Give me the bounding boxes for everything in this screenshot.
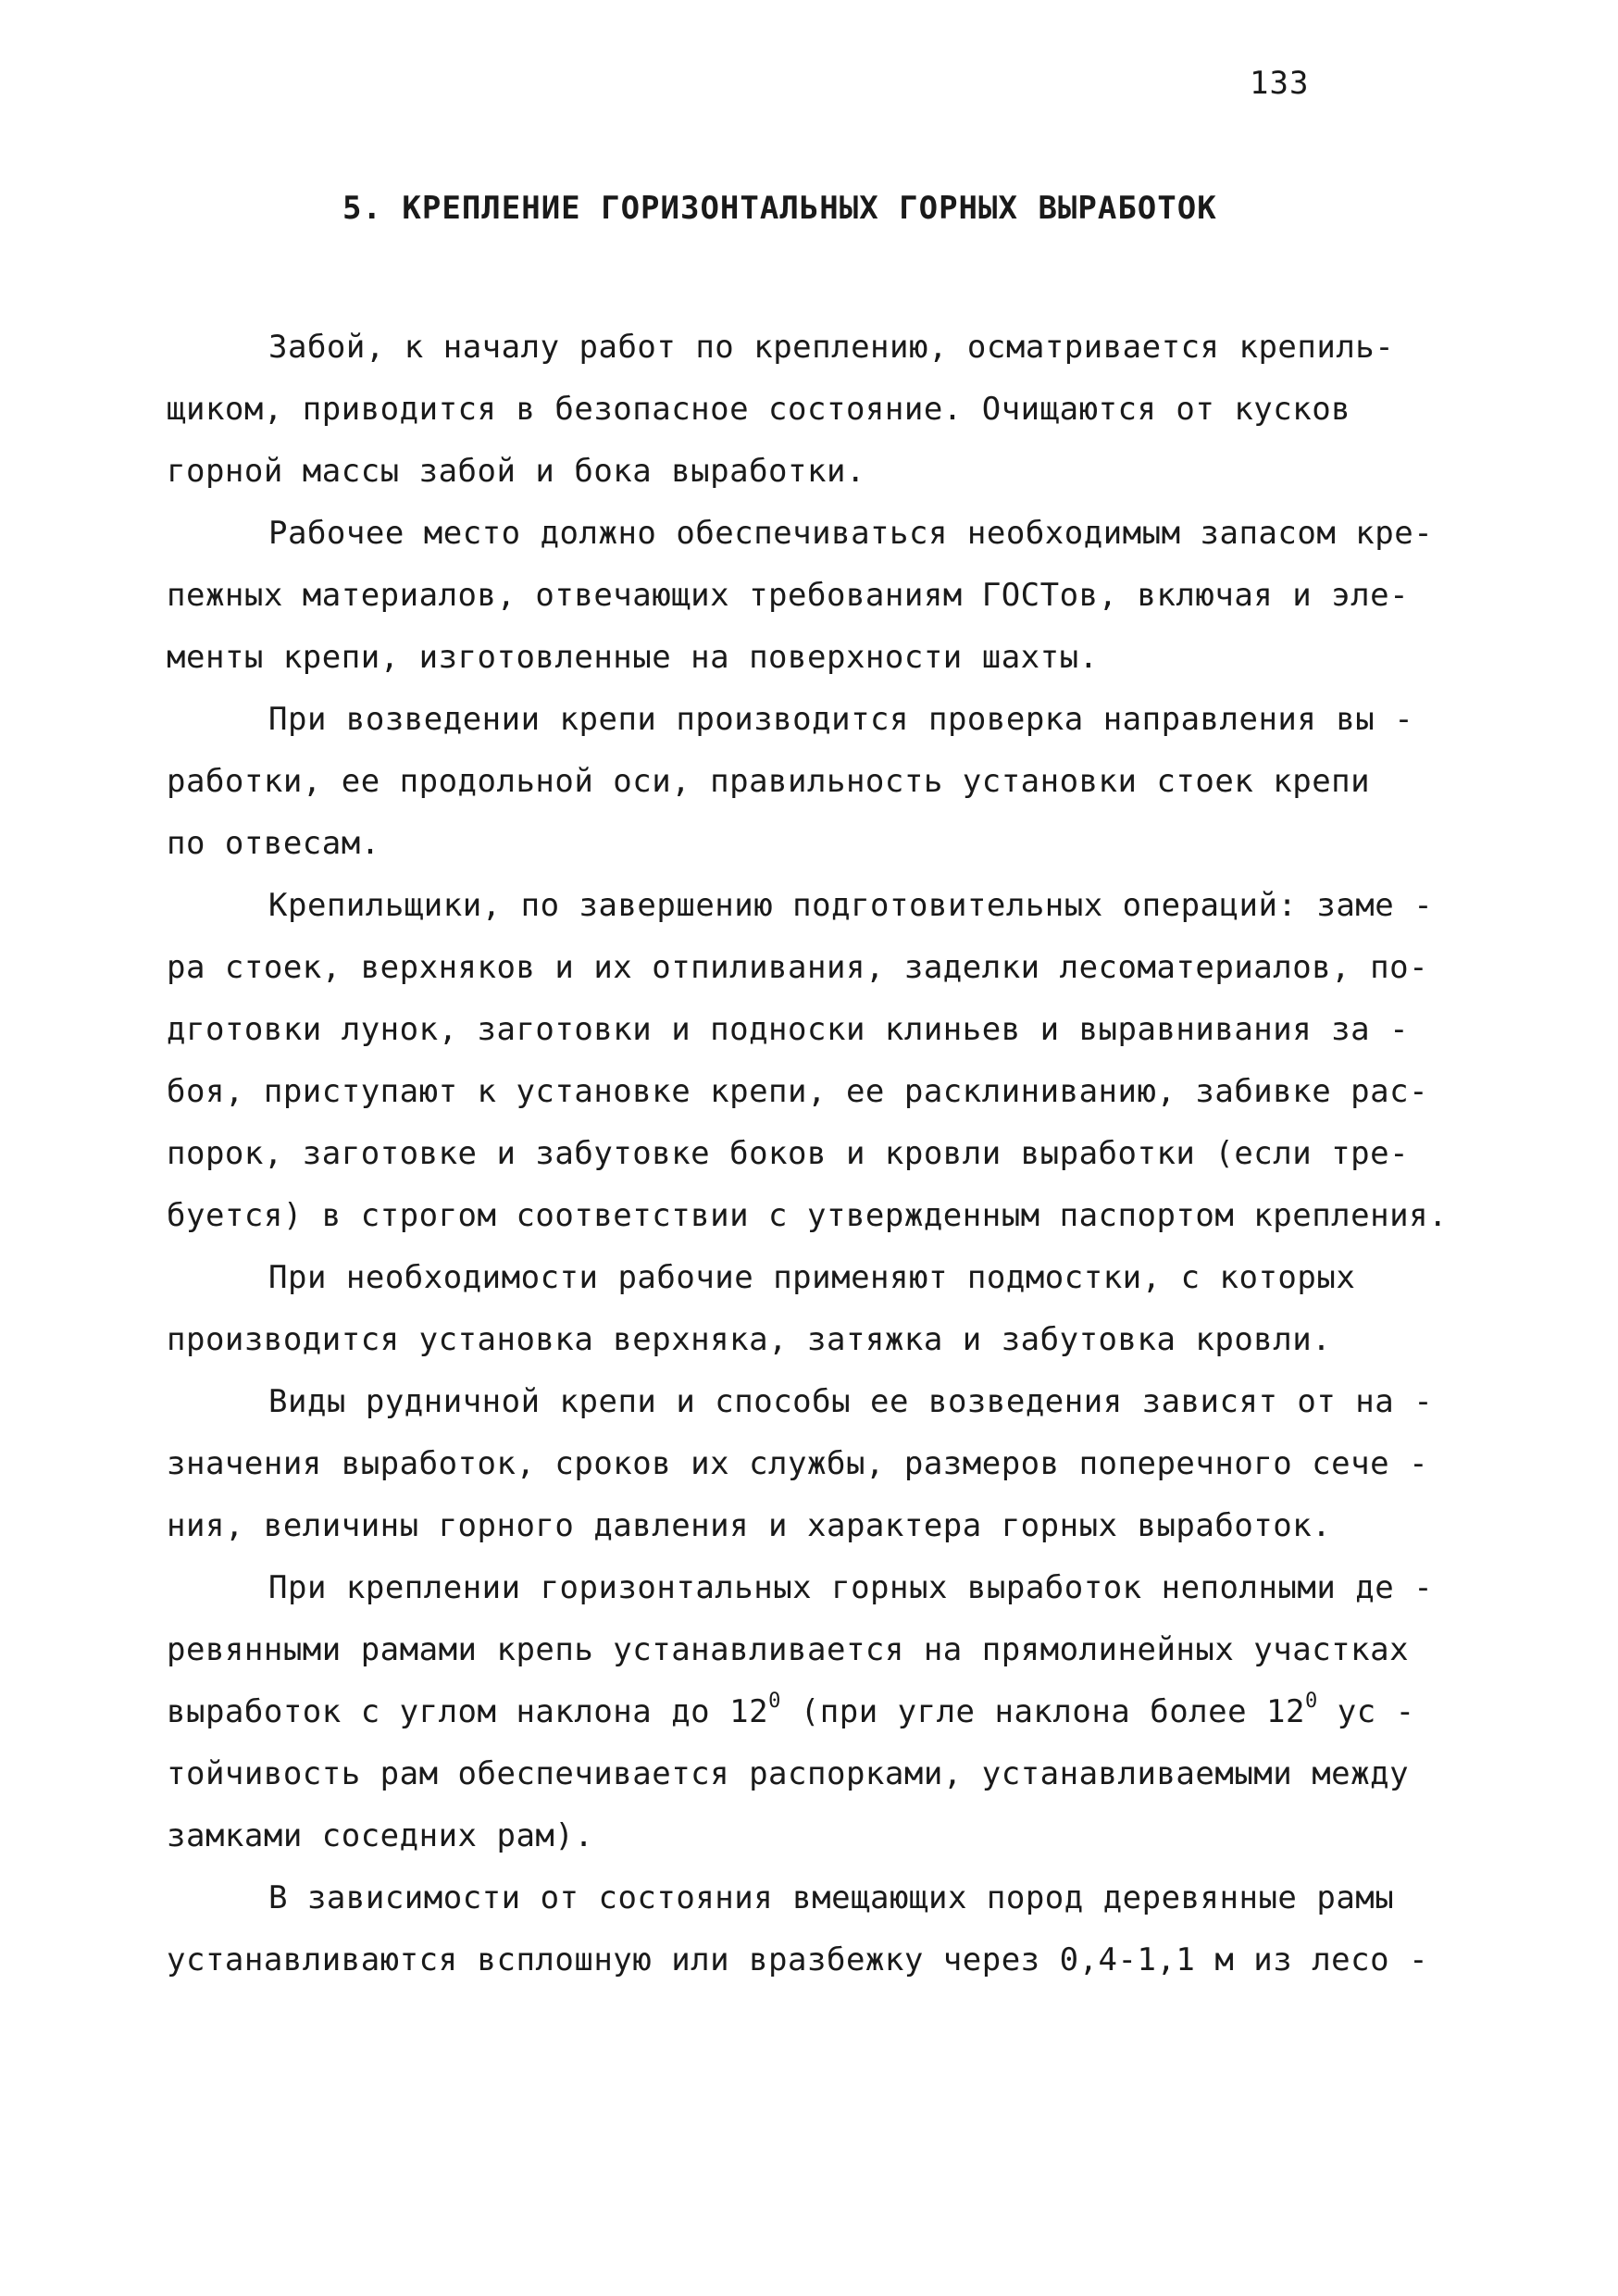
- paragraph-4-line-2: ра стоек, верхняков и их отпиливания, заделки лесоматериалов, по-: [167, 949, 1429, 986]
- paragraph-2-line-1: Рабочее место должно обеспечиваться необходимым запасом кре-: [268, 515, 1434, 552]
- paragraph-2-line-2: пежных материалов, отвечающих требованиям ГОСТов, включая и эле-: [167, 577, 1410, 614]
- paragraph-3-line-3: по отвесам.: [167, 825, 380, 862]
- paragraph-4-line-3: дготовки лунок, заготовки и подноски клиньев и выравнивания за -: [167, 1011, 1410, 1048]
- paragraph-4-line-5: порок, заготовке и забутовке боков и кровли выработки (если тре-: [167, 1135, 1410, 1172]
- degree-superscript: 0: [1305, 1690, 1318, 1713]
- paragraph-7-line-5: замками соседних рам).: [167, 1817, 594, 1854]
- paragraph-7-line-3-part-1: выработок с углом наклона до 12: [167, 1693, 769, 1730]
- page-number: 133: [1250, 65, 1310, 102]
- paragraph-7-line-3-part-2: (при угле наклона более 12: [780, 1693, 1305, 1730]
- paragraph-7-line-3-part-3: ус -: [1317, 1693, 1415, 1730]
- paragraph-4-line-4: боя, приступают к установке крепи, ее расклиниванию, забивке рас-: [167, 1073, 1429, 1110]
- paragraph-1-line-1: Забой, к началу работ по креплению, осматривается крепиль-: [268, 329, 1395, 366]
- paragraph-2-line-3: менты крепи, изготовленные на поверхности шахты.: [167, 639, 1099, 676]
- paragraph-4-line-6: буется) в строгом соответствии с утвержденным паспортом крепления.: [167, 1197, 1449, 1234]
- paragraph-8-line-1: В зависимости от состояния вмещающих пород деревянные рамы: [268, 1879, 1395, 1916]
- paragraph-1-line-2: щиком, приводится в безопасное состояние. Очищаются от кусков: [167, 391, 1351, 428]
- paragraph-5-line-1: При необходимости рабочие применяют подмостки, с которых: [268, 1259, 1356, 1296]
- paragraph-6-line-3: ния, величины горного давления и характера горных выработок.: [167, 1507, 1332, 1544]
- paragraph-1-line-3: горной массы забой и бока выработки.: [167, 453, 865, 490]
- paragraph-8-line-2: устанавливаются всплошную или вразбежку через 0,4-1,1 м из лесо -: [167, 1941, 1429, 1978]
- paragraph-7-line-2: ревянными рамами крепь устанавливается на прямолинейных участках: [167, 1631, 1410, 1668]
- paragraph-3-line-2: работки, ее продольной оси, правильность установки стоек крепи: [167, 763, 1371, 800]
- paragraph-6-line-1: Виды рудничной крепи и способы ее возведения зависят от на -: [268, 1383, 1434, 1420]
- paragraph-6-line-2: значения выработок, сроков их службы, размеров поперечного сече -: [167, 1445, 1429, 1482]
- degree-superscript: 0: [768, 1690, 781, 1713]
- paragraph-4-line-1: Крепильщики, по завершению подготовительных операций: заме -: [268, 887, 1434, 924]
- paragraph-7-line-1: При креплении горизонтальных горных выработок неполными де -: [268, 1569, 1434, 1606]
- paragraph-5-line-2: производится установка верхняка, затяжка и забутовка кровли.: [167, 1321, 1332, 1358]
- section-title: 5. КРЕПЛЕНИЕ ГОРИЗОНТАЛЬНЫХ ГОРНЫХ ВЫРАБОТОК: [342, 190, 1217, 227]
- paragraph-3-line-1: При возведении крепи производится проверка направления вы -: [268, 701, 1414, 738]
- paragraph-7-line-3: [167, 1690, 1415, 1730]
- paragraph-7-line-4: тойчивость рам обеспечивается распорками, устанавливаемыми между: [167, 1755, 1410, 1792]
